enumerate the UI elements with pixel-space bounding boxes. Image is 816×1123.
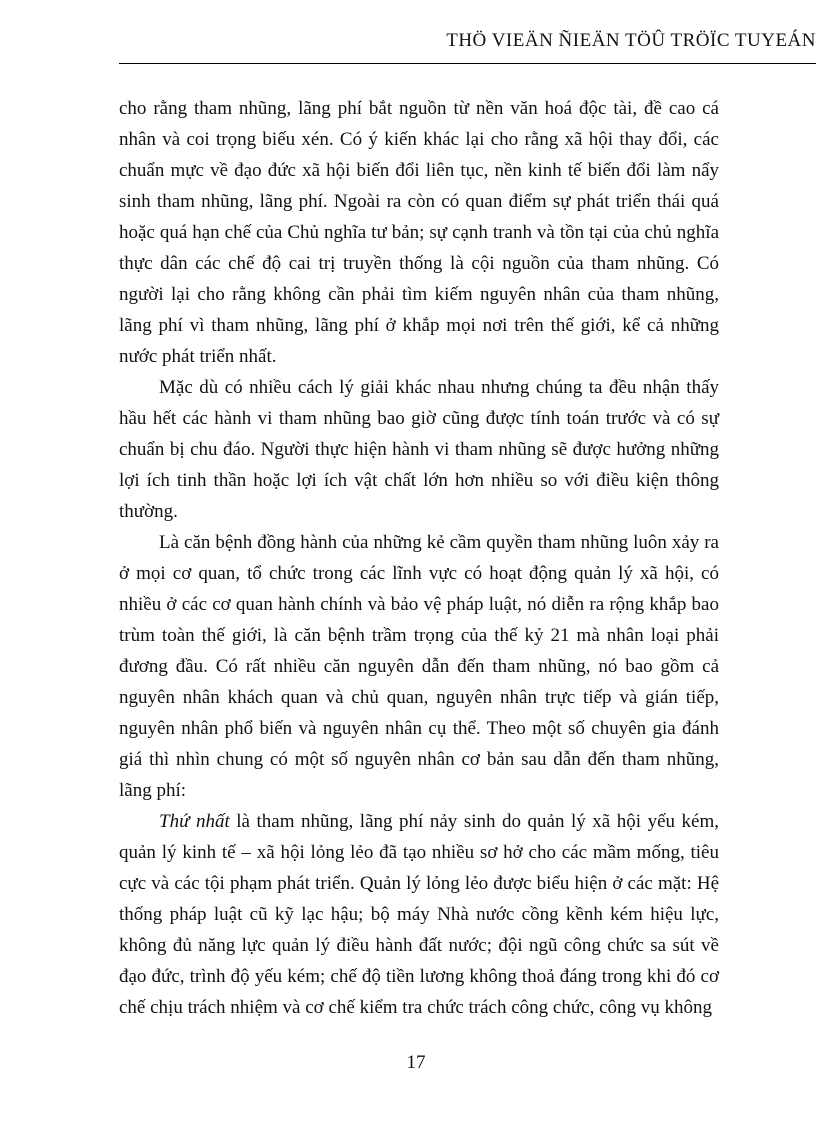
paragraph-2: Mặc dù có nhiều cách lý giải khác nhau nhưng chúng ta đều nhận thấy hầu hết các hành vi tham nhũng bao giờ cũng được tính toán trước và có sự chuẩn bị chu đáo. Người thực hiện hành vi tham nhũng sẽ được hưởng những lợi ích tinh thần hoặc lợi ích vật chất lớn hơn nhiều so với điều kiện thông thường. (119, 377, 719, 522)
page-body (119, 93, 719, 1023)
page-number: 17 (406, 1052, 426, 1073)
paragraph-continuation: cho rằng tham nhũng, lãng phí bắt nguồn từ nền văn hoá độc tài, đề cao cá nhân và coi trọng biếu xén. Có ý kiến khác lại cho rằng xã hội thay đổi, các chuẩn mực về đạo đức xã hội biến đổi liên tục, nền kinh tế biến đổi làm nẩy sinh tham nhũng, lãng phí. Ngoài ra còn có quan điểm sự phát triển thái quá hoặc quá hạn chế của Chủ nghĩa tư bản; sự cạnh tranh và tồn tại của chủ nghĩa thực dân các chế độ cai trị truyền thống là cội nguồn của tham nhũng. Có người lại cho rằng không cần phải tìm kiếm nguyên nhân của tham nhũng, lãng phí vì tham nhũng, lãng phí ở khắp mọi nơi trên thế giới, kể cả những nước phát triển nhất. (119, 98, 719, 367)
paragraph-3: Là căn bệnh đồng hành của những kẻ cầm quyền tham nhũng luôn xảy ra ở mọi cơ quan, tổ chức trong các lĩnh vực có hoạt động quản lý xã hội, có nhiều ở các cơ quan hành chính và bảo vệ pháp luật, nó diễn ra rộng khắp bao trùm toàn thế giới, là căn bệnh trầm trọng của thế kỷ 21 mà nhân loại phải đương đầu. Có rất nhiều căn nguyên dẫn đến tham nhũng, nó bao gồm cả nguyên nhân khách quan và chủ quan, nguyên nhân trực tiếp và gián tiếp, nguyên nhân phổ biến và nguyên nhân cụ thể. Theo một số chuyên gia đánh giá thì nhìn chung có một số nguyên nhân cơ bản sau dẫn đến tham nhũng, lãng phí: (119, 532, 719, 801)
paragraph-4-text: là tham nhũng, lãng phí nảy sinh do quản lý xã hội yếu kém, quản lý kinh tế – xã hội lỏng lẻo đã tạo nhiều sơ hở cho các mầm mống, tiêu cực và các tội phạm phát triển. Quản lý lỏng lẻo được biểu hiện ở các mặt: Hệ thống pháp luật cũ kỹ lạc hậu; bộ máy Nhà nước cồng kềnh kém hiệu lực, không đủ năng lực quản lý điều hành đất nước; đội ngũ công chức sa sút về đạo đức, trình độ yếu kém; chế độ tiền lương không thoả đáng trong khi đó cơ chế chịu trách nhiệm và cơ chế kiểm tra chức trách công chức, công vụ không (119, 811, 719, 1018)
header-divider (119, 63, 816, 64)
library-header: THÖ VIEÄN ÑIEÄN TÖÛ TRÖÏC TUYEÁN (446, 30, 816, 51)
paragraph-4 (119, 806, 719, 1023)
paragraph-4-lead: Thứ nhất (159, 811, 230, 832)
